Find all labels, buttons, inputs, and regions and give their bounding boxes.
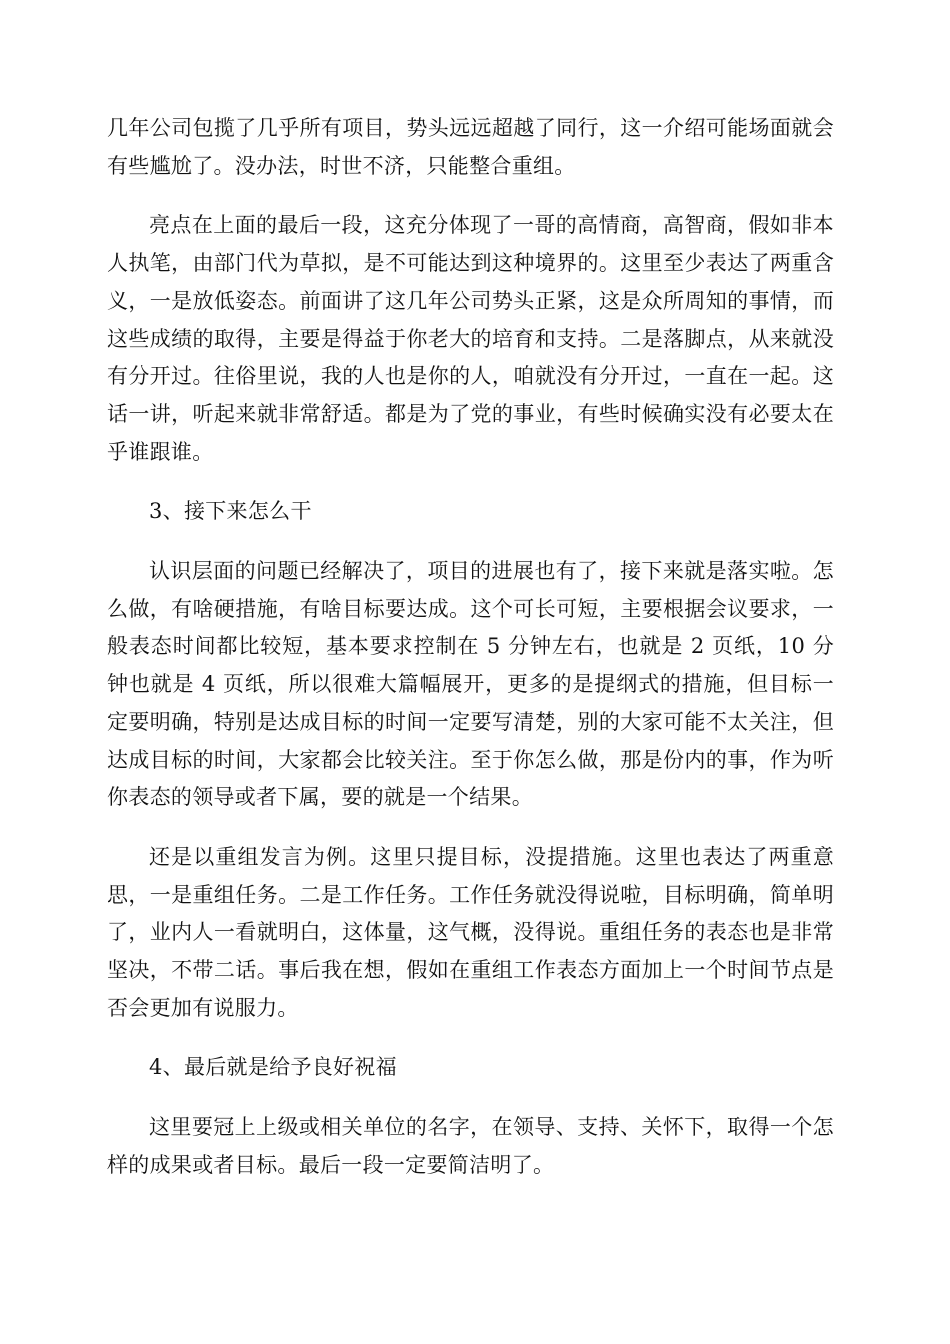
- paragraph-body: 认识层面的问题已经解决了，项目的进展也有了，接下来就是落实啦。怎么做，有啥硬措施，有啥目标要达成。这个可长可短，主要根据会议要求，一般表态时间都比较短，基本要求控制在 5 分钟左右，也就是 2 页纸，10 分钟也就是 4 页纸，所以很难大篇幅展开，更多的是提纲式的措施，但目标一定要明确，特别是达成目标的时间一定要写清楚，别的大家可能不太关注，但达成目标的时间，大家都会比较关注。至于你怎么做，那是份内的事，作为听你表态的领导或者下属，要的就是一个结果。: [107, 559, 834, 810]
- paragraph-continuation: 几年公司包揽了几乎所有项目，势头远远超越了同行，这一介绍可能场面就会有些尴尬了。没办法，时世不济，只能整合重组。: [107, 116, 834, 178]
- section-heading: 4、最后就是给予良好祝福: [149, 1055, 397, 1080]
- paragraph-body: 亮点在上面的最后一段，这充分体现了一哥的高情商，高智商，假如非本人执笔，由部门代为草拟，是不可能达到这种境界的。这里至少表达了两重含义，一是放低姿态。前面讲了这几年公司势头正紧，这是众所周知的事情，而这些成绩的取得，主要是得益于你老大的培育和支持。二是落脚点，从来就没有分开过。往俗里说，我的人也是你的人，咱就没有分开过，一直在一起。这话一讲，听起来就非常舒适。都是为了党的事业，有些时候确实没有必要太在乎谁跟谁。: [107, 213, 834, 464]
- section-heading: 3、接下来怎么干: [149, 499, 312, 524]
- paragraph-body: 这里要冠上上级或相关单位的名字，在领导、支持、关怀下，取得一个怎样的成果或者目标。最后一段一定要简洁明了。: [107, 1115, 834, 1177]
- document-page: [107, 110, 834, 1185]
- paragraph-body: 还是以重组发言为例。这里只提目标，没提措施。这里也表达了两重意思，一是重组任务。二是工作任务。工作任务就没得说啦，目标明确，简单明了，业内人一看就明白，这体量，这气概，没得说。重组任务的表态也是非常坚决，不带二话。事后我在想，假如在重组工作表态方面加上一个时间节点是否会更加有说服力。: [107, 844, 834, 1020]
